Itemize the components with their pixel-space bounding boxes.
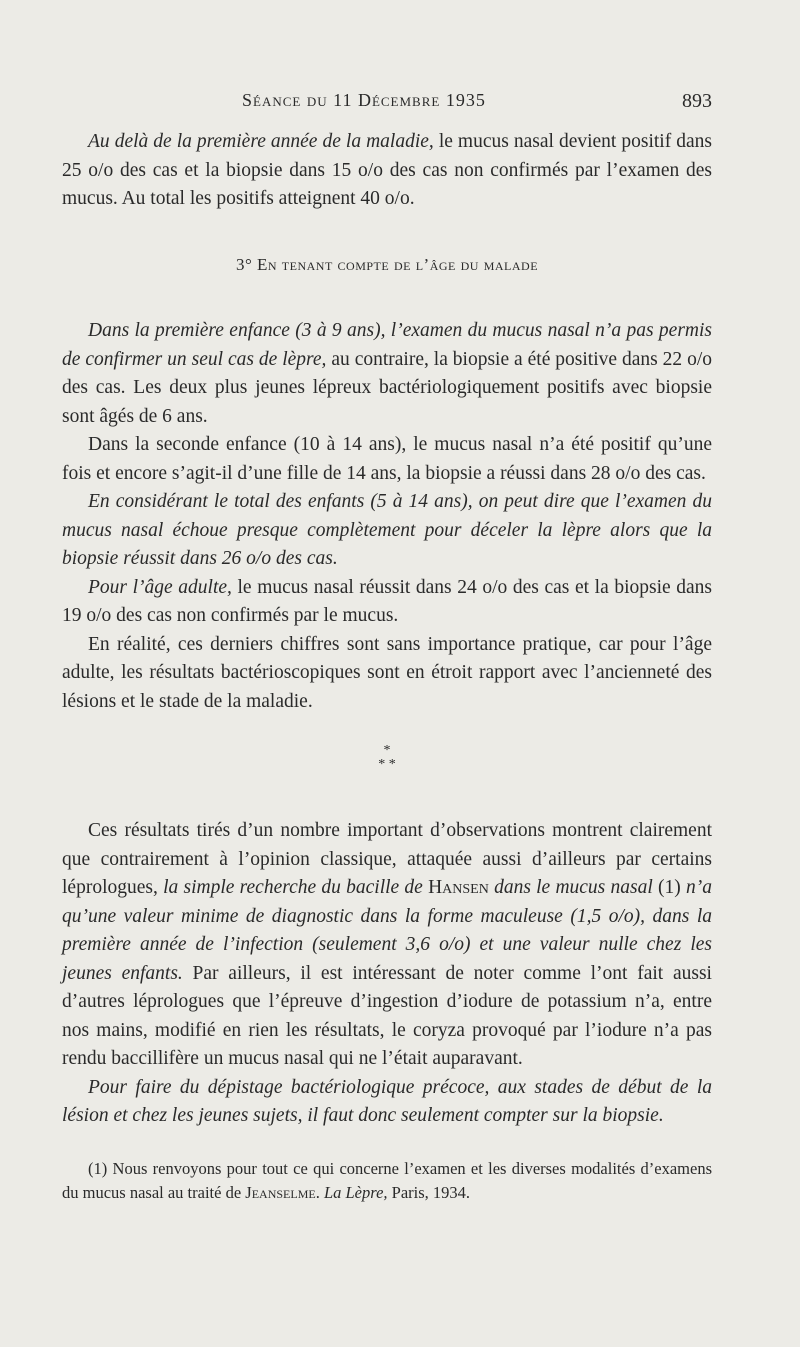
paragraph-text: le mucus nasal devient positif dans 25 o/o des cas et la biopsie dans 15 o/o des cas non confirmés par l’examen des mucus. Au total les positifs atteignent 40 o/o. [62,131,712,209]
italic-phrase: Pour faire du dépistage bactériologique précoce, aux stades de début de la lésion et chez les jeunes sujets, il faut donc seulement compter sur la biopsie. [62,1076,712,1126]
footnote-work-title: La Lèpre, [323,1182,388,1202]
footnote-text: (1) Nous renvoyons pour tout ce qui concerne l’examen et les diverses modalités d’examens du mucus nasal au traité de [62,1158,712,1202]
italic-phrase: la simple recherche du bacille de [163,877,429,898]
section-separator [62,744,712,772]
footnote [62,1157,712,1205]
paragraph-text: Par ailleurs, il est intéressant de noter comme l’ont fait aussi d’autres léprologues que l’épreuve d’ingestion d’iodure de potassium n’a, entre nos mains, modifié en rien les résultats, le coryza provoqué par l’iodure n’a pas rendu baccillifère un mucus nasal qui ne l’était auparavant. [62,962,712,1069]
paragraph-adult [62,574,712,631]
paragraph-text: Ces résultats tirés d’un nombre important d’observations montrent clairement que contrairement à l’opinion classique, attaquée aussi d’ailleurs par certains léprologues, [62,820,712,898]
paragraph-first-childhood [62,317,712,431]
footnote-text: Paris, 1934. [387,1182,471,1202]
footnote-reference: (1) [652,877,686,898]
paragraph-final [62,1074,712,1131]
italic-phrase: Dans la première enfance (3 à 9 ans), l’examen du mucus nasal n’a pas permis de confirmer un seul cas de lèpre, [62,320,712,370]
body-text [62,128,712,1205]
separator-star-top: * [383,743,391,758]
running-header [62,90,712,118]
paragraph-first-year [62,128,712,214]
page-number: 893 [682,90,712,112]
paragraph-text: le mucus nasal réussit dans 24 o/o des cas et la biopsie dans 19 o/o des cas non confirmés par le mucus. [62,576,713,626]
author-name: Hansen [428,877,489,898]
paragraph-conclusions [62,817,712,1074]
paragraph-children-total [62,488,712,574]
paragraph-reality: En réalité, ces derniers chiffres sont sans importance pratique, car pour l’âge adulte, les résultats bactérioscopiques sont en étroit rapport avec l’ancienneté des lésions et le stade de la maladie. [62,633,712,712]
separator-stars-bottom: * * [378,757,396,772]
italic-phrase: En considérant le total des enfants (5 à 14 ans), on peut dire que l’examen du mucus nasal échoue presque complètement pour déceler la lèpre alors que la biopsie réussit dans 26 o/o des cas. [62,491,712,569]
section-heading: 3° En tenant compte de l’âge du malade [235,254,539,274]
italic-phrase: n’a qu’une valeur minime de diagnostic dans la forme maculeuse (1,5 o/o), dans la première année de l’infection (seulement 3,6 o/o) et une valeur nulle chez les jeunes enfants. [62,877,712,984]
footnote-text: . [315,1182,324,1202]
italic-phrase: Au delà de la première année de la maladie, [88,131,434,152]
paragraph-text: au contraire, la biopsie a été positive dans 22 o/o des cas. Les deux plus jeunes lépreux bactériologiquement positifs avec biopsie sont âgés de 6 ans. [62,348,712,427]
italic-phrase: Pour l’âge adulte, [88,576,232,598]
header-title: Séance du 11 Décembre 1935 [242,90,486,110]
paragraph-second-childhood: Dans la seconde enfance (10 à 14 ans), le mucus nasal n’a été positif qu’une fois et encore s’agit-il d’une fille de 14 ans, la biopsie a réussi dans 28 o/o des cas. [62,434,712,484]
italic-phrase: dans le mucus nasal [488,877,653,898]
footnote-author: Jeanselme [245,1182,316,1202]
